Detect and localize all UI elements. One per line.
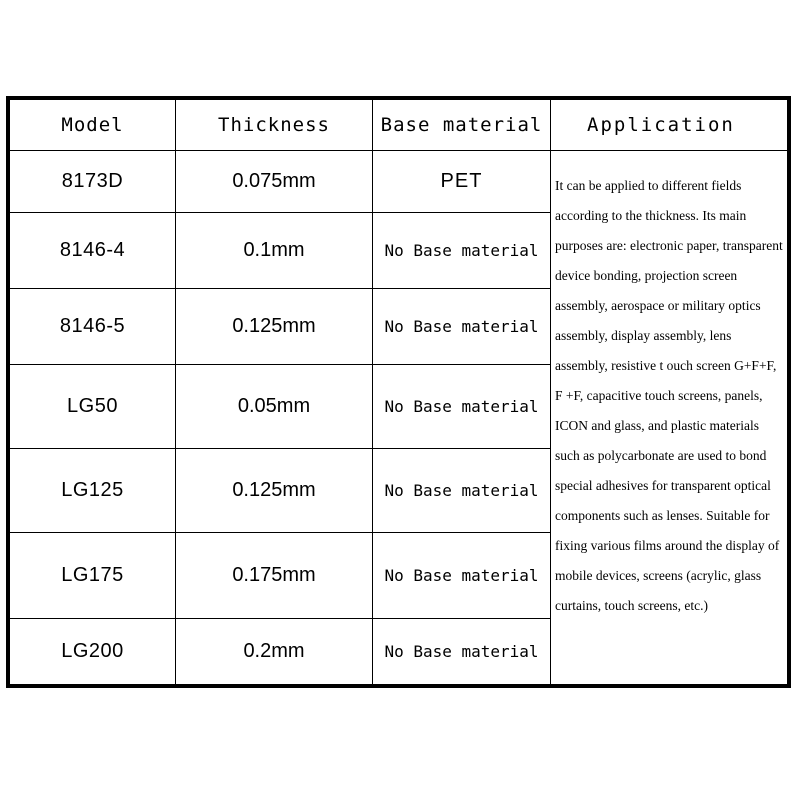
header-model: Model [10,100,176,151]
cell-model: 8173D [10,151,176,213]
cell-model: LG50 [10,365,176,449]
cell-thickness: 0.175mm [176,533,373,619]
header-base-material: Base material [373,100,551,151]
cell-thickness: 0.125mm [176,449,373,533]
cell-base-material: No Base material [373,533,551,619]
application-description: It can be applied to different fields according to the thickness. Its main purposes are: electronic paper, transparent device bonding, projection screen assembly, aerospace or military optics assembly, display assembly, lens assembly, resistive t ouch screen G+F+F, F +F, capacitive touch screens, panels, ICON and glass, and plastic materials such as polycarbonate are used to bond special adhesives for transparent optical components such as lenses. Suitable for fixing various films around the display of mobile devices, screens (acrylic, glass curtains, touch screens, etc.) [555,178,783,613]
product-spec-table [6,96,791,688]
cell-model: 8146-4 [10,213,176,289]
cell-base-material: No Base material [373,365,551,449]
cell-thickness: 0.1mm [176,213,373,289]
cell-model: LG200 [10,619,176,684]
cell-thickness: 0.075mm [176,151,373,213]
cell-base-material: No Base material [373,619,551,684]
cell-thickness: 0.125mm [176,289,373,365]
header-application: Application [551,100,787,151]
cell-base-material: No Base material [373,449,551,533]
cell-thickness: 0.05mm [176,365,373,449]
application-description-cell [551,151,787,684]
cell-base-material: No Base material [373,289,551,365]
cell-model: 8146-5 [10,289,176,365]
cell-thickness: 0.2mm [176,619,373,684]
cell-model: LG125 [10,449,176,533]
header-thickness: Thickness [176,100,373,151]
cell-model: LG175 [10,533,176,619]
cell-base-material: PET [373,151,551,213]
cell-base-material: No Base material [373,213,551,289]
